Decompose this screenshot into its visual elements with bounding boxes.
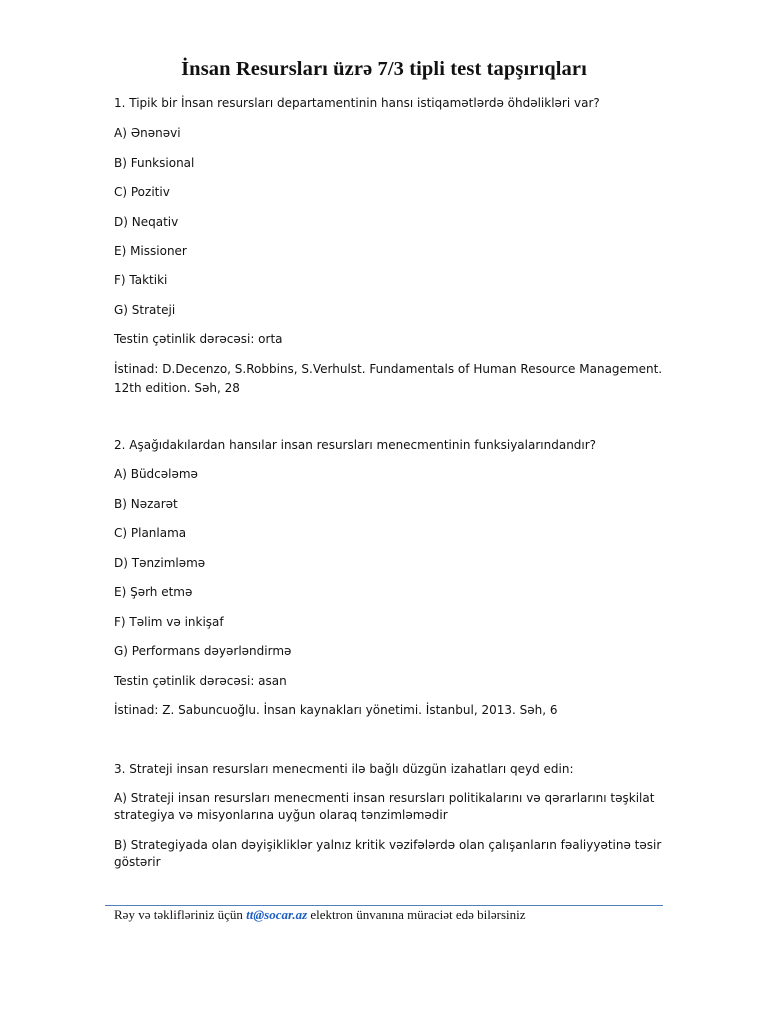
question-1-difficulty: Testin çətinlik dərəcəsi: orta (114, 332, 283, 346)
question-2-source: İstinad: Z. Sabuncuoğlu. İnsan kaynakları yönetimi. İstanbul, 2013. Səh, 6 (114, 703, 558, 717)
question-2-option-d: D) Tənzimləmə (114, 556, 206, 570)
footer-note (114, 906, 526, 923)
question-2-difficulty: Testin çətinlik dərəcəsi: asan (114, 674, 287, 688)
question-3-option-a: A) Strateji insan resursları menecmenti insan resursları politikalarını və qərarlarını təşkilat (114, 791, 655, 805)
question-2-option-e: E) Şərh etmə (114, 585, 193, 599)
question-1-option-a: A) Ənənəvi (114, 126, 181, 140)
question-3-text: 3. Strateji insan resursları menecmenti ilə bağlı düzgün izahatları qeyd edin: (114, 762, 574, 776)
question-3-option-a-cont: strategiya və misyonlarına uyğun olaraq tənzimləmədir (114, 808, 448, 822)
question-2-option-g: G) Performans dəyərləndirmə (114, 644, 292, 658)
question-2-option-c: C) Planlama (114, 526, 187, 540)
question-2-text: 2. Aşağıdakılardan hansılar insan resursları menecmentinin funksiyalarındandır? (114, 438, 597, 452)
question-1-source: İstinad: D.Decenzo, S.Robbins, S.Verhulst. Fundamentals of Human Resource Management. (114, 362, 663, 376)
question-2-option-f: F) Təlim və inkişaf (114, 615, 224, 629)
question-1-option-e: E) Missioner (114, 244, 187, 258)
question-1-text: 1. Tipik bir İnsan resursları departamentinin hansı istiqamətlərdə öhdəlikləri var? (114, 96, 600, 110)
question-1-source-cont: 12th edition. Səh, 28 (114, 381, 240, 395)
question-3-option-b-cont: göstərir (114, 855, 161, 869)
question-1-option-c: C) Pozitiv (114, 185, 170, 199)
footer-email-link[interactable]: tt@socar.az (246, 907, 308, 922)
document-title: İnsan Resursları üzrə 7/3 tipli test tapşırıqları (181, 58, 587, 80)
question-1-option-d: D) Neqativ (114, 215, 179, 229)
footer-text-before: Rəy və təklifləriniz üçün (114, 907, 247, 922)
question-1-option-b: B) Funksional (114, 156, 195, 170)
question-1-option-g: G) Strateji (114, 303, 176, 317)
question-2-option-a: A) Büdcələmə (114, 467, 198, 481)
question-1-option-f: F) Taktiki (114, 273, 168, 287)
footer-text-after: elektron ünvanına müraciət edə bilərsiniz (307, 907, 526, 922)
question-3-option-b: B) Strategiyada olan dəyişikliklər yalnız kritik vəzifələrdə olan çalışanların fəaliyyətinə təsir (114, 838, 662, 852)
question-2-option-b: B) Nəzarət (114, 497, 178, 511)
